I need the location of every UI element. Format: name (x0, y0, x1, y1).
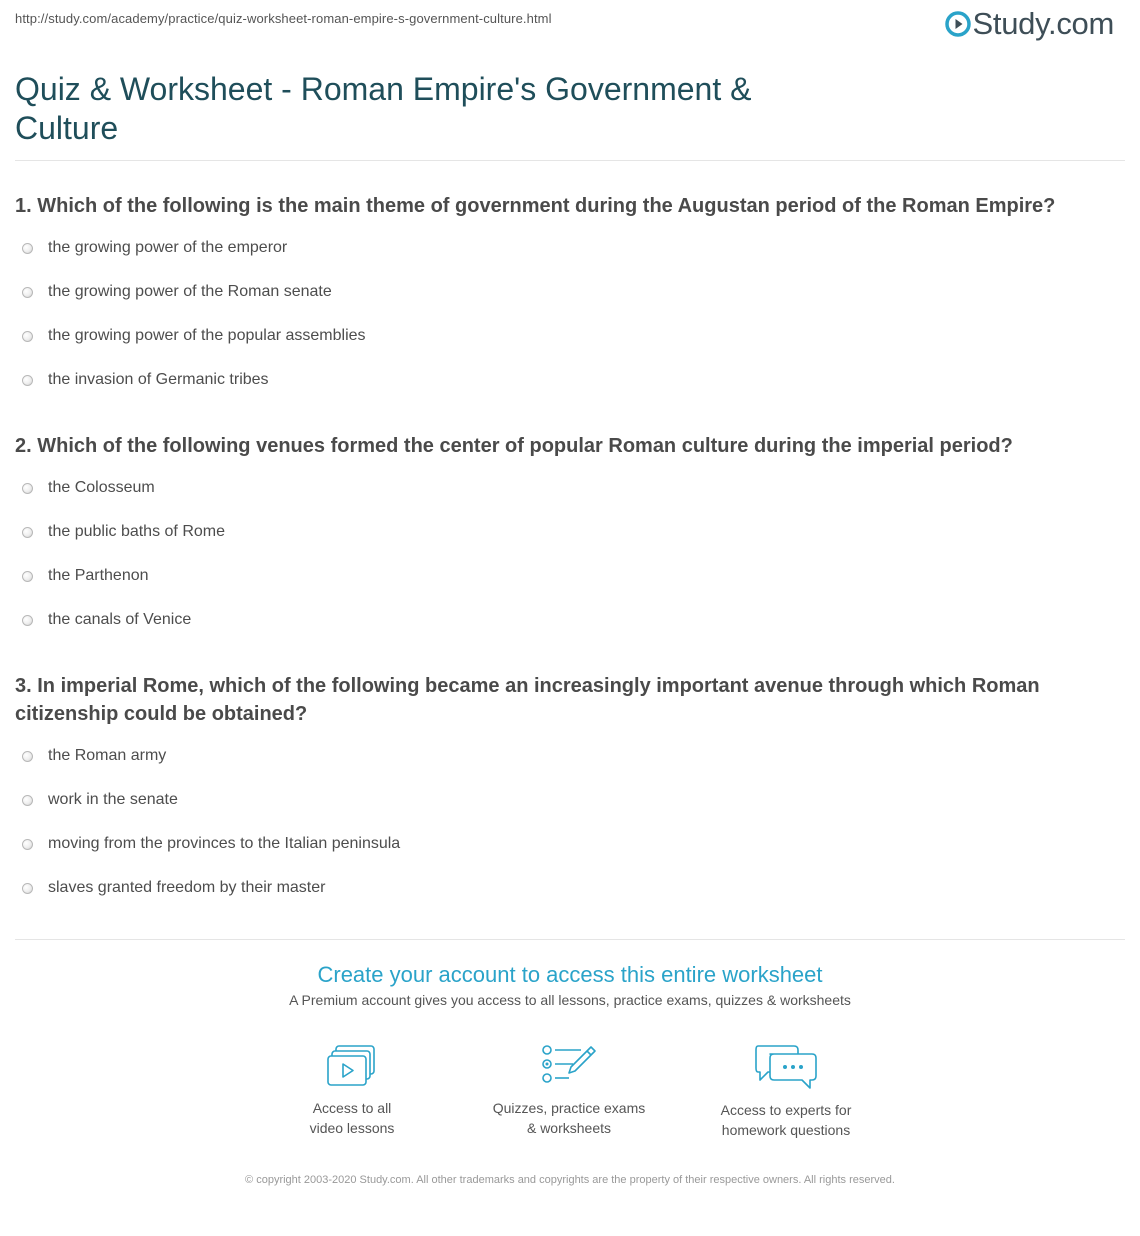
option-label: the Roman army (48, 747, 167, 764)
answer-option[interactable] (22, 611, 191, 629)
option-label: the canals of Venice (48, 611, 192, 628)
logo-text: Study.com (972, 6, 1114, 41)
radio-button[interactable] (22, 331, 33, 342)
radio-button[interactable] (22, 751, 33, 762)
answer-option[interactable] (22, 523, 225, 541)
option-label: slaves granted freedom by their master (48, 879, 326, 896)
feature-experts (686, 1044, 886, 1140)
answer-option[interactable] (22, 327, 366, 345)
option-label: moving from the provinces to the Italian peninsula (48, 835, 401, 852)
answer-option[interactable] (22, 747, 166, 765)
copyright-notice: © copyright 2003-2020 Study.com. All other trademarks and copyrights are the property of their respective owners. All rights reserved. (245, 1174, 895, 1186)
video-lessons-icon (326, 1044, 378, 1088)
feature-label-line2: & worksheets (526, 1120, 612, 1136)
question-2: 2. Which of the following venues formed the center of popular Roman culture during the imperial period? (15, 435, 1013, 457)
radio-button[interactable] (22, 287, 33, 298)
question-3: 3. In imperial Rome, which of the following became an increasingly important avenue through which Roman citizenship could be obtained? (15, 675, 1040, 725)
radio-button[interactable] (22, 243, 33, 254)
divider (15, 939, 1125, 940)
answer-option[interactable] (22, 879, 325, 897)
option-label: the invasion of Germanic tribes (48, 371, 269, 388)
option-label: the Colosseum (48, 479, 155, 496)
radio-button[interactable] (22, 483, 33, 494)
feature-label-line1: Access to experts for (720, 1102, 852, 1118)
radio-button[interactable] (22, 527, 33, 538)
radio-button[interactable] (22, 375, 33, 386)
question-1: 1. Which of the following is the main theme of government during the Augustan period of the Roman Empire? (15, 195, 1056, 217)
feature-label-line2: video lessons (309, 1120, 395, 1136)
feature-quizzes (469, 1044, 669, 1138)
page-url: http://study.com/academy/practice/quiz-worksheet-roman-empire-s-government-culture.html (15, 11, 552, 26)
cta-subtitle: A Premium account gives you access to all lessons, practice exams, quizzes & worksheets (289, 992, 851, 1008)
radio-button[interactable] (22, 571, 33, 582)
feature-label-line2: homework questions (721, 1122, 851, 1138)
answer-option[interactable] (22, 791, 178, 809)
answer-option[interactable] (22, 239, 287, 257)
play-circle-icon (945, 11, 971, 37)
option-label: the growing power of the popular assemblies (48, 327, 366, 344)
study-logo[interactable] (945, 6, 1114, 42)
answer-option[interactable] (22, 835, 400, 853)
answer-option[interactable] (22, 567, 149, 585)
answer-option[interactable] (22, 479, 155, 497)
feature-label-line1: Quizzes, practice exams (492, 1100, 646, 1116)
feature-label-line1: Access to all (312, 1100, 392, 1116)
radio-button[interactable] (22, 795, 33, 806)
radio-button[interactable] (22, 839, 33, 850)
answer-option[interactable] (22, 371, 269, 389)
option-label: the growing power of the Roman senate (48, 283, 332, 300)
option-label: work in the senate (48, 791, 178, 808)
option-label: the growing power of the emperor (48, 239, 288, 256)
radio-button[interactable] (22, 883, 33, 894)
page-title: Quiz & Worksheet - Roman Empire's Government & Culture (15, 71, 752, 146)
radio-button[interactable] (22, 615, 33, 626)
feature-video-lessons (252, 1044, 452, 1138)
answer-option[interactable] (22, 283, 332, 301)
divider (15, 160, 1125, 161)
chat-bubbles-icon (754, 1044, 818, 1090)
quiz-checklist-icon (541, 1044, 597, 1088)
option-label: the Parthenon (48, 567, 149, 584)
create-account-link[interactable]: Create your account to access this entire worksheet (317, 962, 823, 987)
option-label: the public baths of Rome (48, 523, 225, 540)
